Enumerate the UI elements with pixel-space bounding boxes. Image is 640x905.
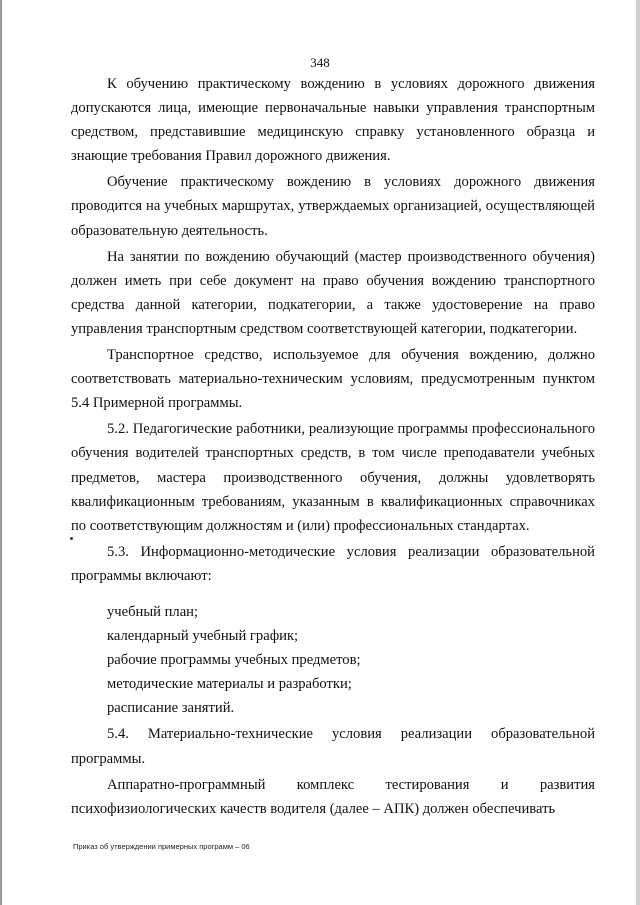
paragraph: Обучение практическому вождению в условиях дорожного движения проводится на учебных маршрутах, утверждаемых организацией, осуществляющей образовательную деятельность. — [71, 174, 595, 239]
scan-edge-left — [0, 0, 2, 905]
footer-note: Приказ об утверждении примерных программ – 06 — [73, 842, 250, 851]
conditions-list — [71, 600, 595, 720]
scan-speck — [70, 537, 73, 540]
paragraph: К обучению практическому вождению в условиях дорожного движения допускаются лица, имеющие первоначальные навыки управления транспортным средством, представившие медицинскую справку установленного образца и знающие требования Правил дорожного движения. — [71, 76, 595, 165]
list-item: расписание занятий. — [107, 700, 235, 717]
list-item: методические материалы и разработки; — [107, 676, 352, 693]
list-item: календарный учебный график; — [107, 628, 299, 645]
paragraph: 5.2. Педагогические работники, реализующие программы профессионального обучения водителей транспортных средств, в том числе преподаватели учебных предметов, мастера производственного обучения, должны удовлетворять квалификационным требованиям, указанным в квалификационных справочниках по соответствующим должностям и (или) профессиональных стандартах. — [71, 421, 595, 534]
paragraph: Транспортное средство, используемое для обучения вождению, должно соответствовать материально-техническим условиям, предусмотренным пунктом 5.4 Примерной программы. — [71, 347, 595, 412]
list-item: учебный план; — [107, 603, 199, 620]
paragraph: 5.4. Материально-технические условия реализации образовательной программы. — [71, 726, 595, 767]
paragraph: На занятии по вождению обучающий (мастер производственного обучения) должен иметь при себе документ на право обучения вождению транспортного средства данной категории, подкатегории, а также удостоверение на право управления транспортным средством соответствующей категории, подкатегории. — [71, 248, 595, 337]
document-body — [71, 72, 595, 821]
paragraph: Аппаратно-программный комплекс тестирования и развития психофизиологических качеств водителя (далее – АПК) должен обеспечивать — [71, 776, 595, 817]
list-item: рабочие программы учебных предметов; — [107, 652, 361, 669]
paragraph: 5.3. Информационно-методические условия реализации образовательной программы включают: — [71, 543, 595, 584]
scan-edge-right — [636, 0, 640, 905]
page-number: 348 — [310, 55, 330, 70]
